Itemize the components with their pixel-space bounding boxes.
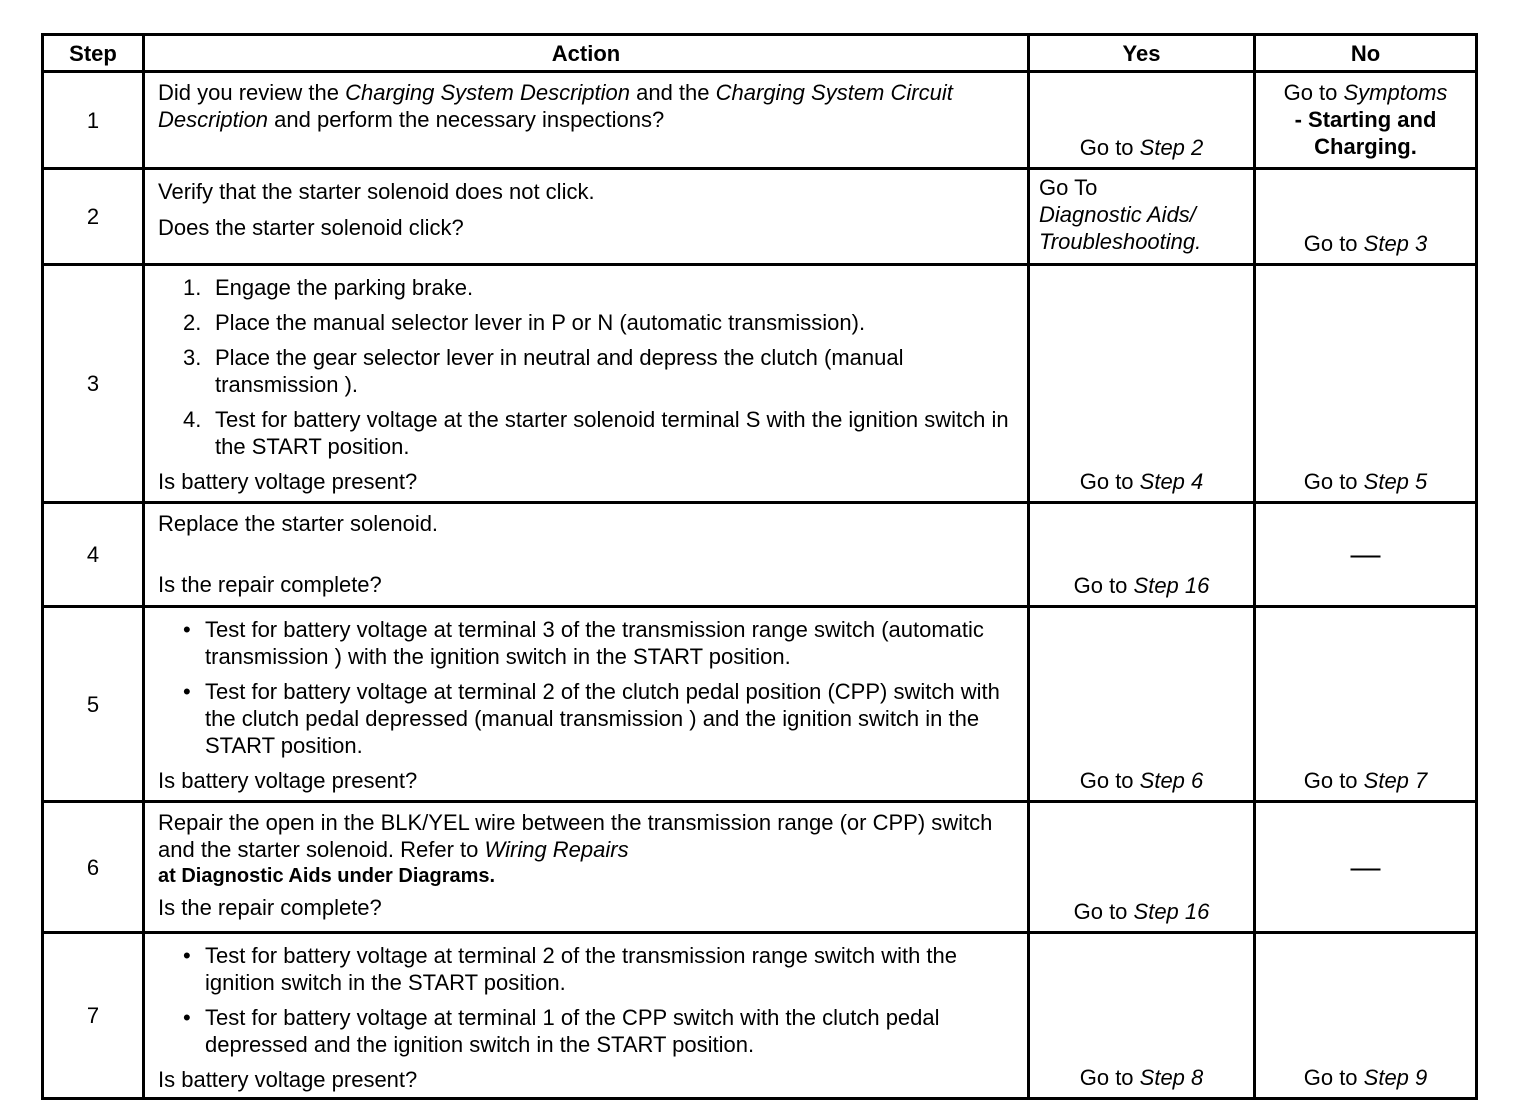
question-text: Is battery voltage present?: [158, 768, 418, 793]
step-number: 2: [43, 169, 144, 265]
no-prefix: Go to: [1283, 80, 1344, 105]
numbered-list: [158, 274, 1017, 460]
list-item: [183, 344, 1017, 398]
action-cell: [144, 72, 1029, 169]
action-text: Verify that the starter solenoid does not click.: [158, 179, 595, 204]
header-action: Action: [144, 35, 1029, 72]
step-number: 1: [43, 72, 144, 169]
step-link[interactable]: Step 16: [1133, 573, 1210, 598]
step-number: 7: [43, 933, 144, 1099]
no-cell: [1255, 72, 1477, 169]
action-cell: [144, 933, 1029, 1099]
bullet-icon: •: [183, 1005, 191, 1030]
item-text: Test for battery voltage at the starter solenoid terminal S with the ignition switch in the START position.: [215, 407, 1009, 459]
step-link[interactable]: Step 5: [1363, 469, 1428, 494]
step-link[interactable]: Step 8: [1139, 1065, 1204, 1090]
list-item: [183, 942, 1017, 996]
question-text: Is battery voltage present?: [158, 1067, 418, 1092]
no-prefix: Go to: [1303, 231, 1364, 256]
action-cell: [144, 802, 1029, 933]
action-text: Replace the starter solenoid.: [158, 511, 439, 536]
step-link[interactable]: Step 4: [1139, 469, 1204, 494]
list-item: [183, 1004, 1017, 1058]
action-text: and the: [630, 80, 716, 105]
yes-prefix: Go to: [1073, 573, 1134, 598]
list-item: [183, 274, 1017, 301]
no-dash: —: [1350, 850, 1381, 884]
no-cell: [1255, 169, 1477, 265]
action-cell: [144, 265, 1029, 503]
yes-prefix: Go to: [1079, 768, 1140, 793]
bullet-list: [158, 616, 1017, 759]
item-text: Test for battery voltage at terminal 1 of the CPP switch with the clutch pedal depressed and the ignition switch in the START position.: [205, 1005, 940, 1057]
yes-cell: [1029, 503, 1255, 607]
step-link[interactable]: Step 7: [1363, 768, 1428, 793]
diagnostic-aids-link[interactable]: Diagnostic Aids/ Troubleshooting.: [1039, 202, 1202, 254]
step-number: 4: [43, 503, 144, 607]
action-text: Did you review the: [158, 80, 346, 105]
yes-cell: [1029, 607, 1255, 802]
yes-cell: [1029, 933, 1255, 1099]
header-row: [43, 35, 1477, 72]
action-text: and perform the necessary inspections?: [268, 107, 665, 132]
header-step: Step: [43, 35, 144, 72]
list-item: [183, 406, 1017, 460]
yes-prefix: Go to: [1079, 1065, 1140, 1090]
no-cell: [1255, 933, 1477, 1099]
item-text: Place the gear selector lever in neutral and depress the clutch (manual transmission ).: [215, 345, 904, 397]
step-link[interactable]: Step 9: [1363, 1065, 1428, 1090]
action-cell: [144, 169, 1029, 265]
item-text: Test for battery voltage at terminal 2 of the clutch pedal position (CPP) switch with the clutch pedal depressed (manual transmission ) and the ignition switch in the START position.: [205, 679, 1000, 758]
bullet-list: [158, 942, 1017, 1058]
no-cell: [1255, 802, 1477, 933]
doc-reference: Charging System Circuit Description: [158, 80, 953, 132]
table-row: [43, 169, 1477, 265]
item-text: Test for battery voltage at terminal 2 of the transmission range switch with the ignition switch in the START position.: [205, 943, 958, 995]
wiring-repairs-link[interactable]: Wiring Repairs: [484, 837, 629, 862]
yes-prefix: Go to: [1073, 899, 1134, 924]
yes-cell: [1029, 265, 1255, 503]
table-row: [43, 503, 1477, 607]
header-no: No: [1255, 35, 1477, 72]
item-number: 4.: [183, 407, 202, 432]
no-dash: —: [1350, 538, 1381, 571]
item-text: Place the manual selector lever in P or N (automatic transmission).: [215, 310, 866, 335]
item-text: Engage the parking brake.: [215, 275, 474, 300]
table-row: [43, 72, 1477, 169]
symptoms-link[interactable]: Symptoms: [1343, 80, 1448, 105]
yes-prefix: Go to: [1079, 469, 1140, 494]
no-bold-text: - Starting and Charging.: [1294, 107, 1437, 159]
question-text: Is the repair complete?: [158, 895, 382, 920]
action-cell: [144, 503, 1029, 607]
question-text: Is battery voltage present?: [158, 469, 418, 494]
yes-prefix: Go to: [1079, 135, 1140, 160]
yes-cell: [1029, 802, 1255, 933]
step-link[interactable]: Step 6: [1139, 768, 1204, 793]
step-link[interactable]: Step 3: [1363, 231, 1428, 256]
item-number: 3.: [183, 345, 202, 370]
table-row: [43, 265, 1477, 503]
list-item: [183, 309, 1017, 336]
table-row: [43, 802, 1477, 933]
item-text: Test for battery voltage at terminal 3 of the transmission range switch (automatic transmission ) with the ignition switch in the START position.: [205, 617, 984, 669]
step-link[interactable]: Step 2: [1139, 135, 1204, 160]
step-number: 6: [43, 802, 144, 933]
bullet-icon: •: [183, 943, 191, 968]
table-row: [43, 933, 1477, 1099]
question-text: Does the starter solenoid click?: [158, 215, 464, 240]
diagnostic-table: [41, 33, 1478, 1100]
action-text: Repair the open in the BLK/YEL wire between the transmission range (or CPP) switch and the starter solenoid. Refer to: [158, 810, 993, 862]
item-number: 1.: [183, 275, 202, 300]
yes-cell: [1029, 169, 1255, 265]
action-bold-text: at Diagnostic Aids under Diagrams.: [158, 865, 496, 887]
list-item: [183, 678, 1017, 759]
yes-cell: [1029, 72, 1255, 169]
step-number: 3: [43, 265, 144, 503]
list-item: [183, 616, 1017, 670]
bullet-icon: •: [183, 679, 191, 704]
no-cell: [1255, 265, 1477, 503]
table-row: [43, 607, 1477, 802]
step-link[interactable]: Step 16: [1133, 899, 1210, 924]
question-text: Is the repair complete?: [158, 572, 382, 597]
no-prefix: Go to: [1303, 469, 1364, 494]
header-yes: Yes: [1029, 35, 1255, 72]
bullet-icon: •: [183, 617, 191, 642]
doc-reference: Charging System Description: [345, 80, 630, 105]
no-prefix: Go to: [1303, 768, 1364, 793]
no-prefix: Go to: [1303, 1065, 1364, 1090]
no-cell: [1255, 607, 1477, 802]
yes-prefix: Go To: [1039, 175, 1098, 200]
no-cell: [1255, 503, 1477, 607]
item-number: 2.: [183, 310, 202, 335]
action-cell: [144, 607, 1029, 802]
step-number: 5: [43, 607, 144, 802]
